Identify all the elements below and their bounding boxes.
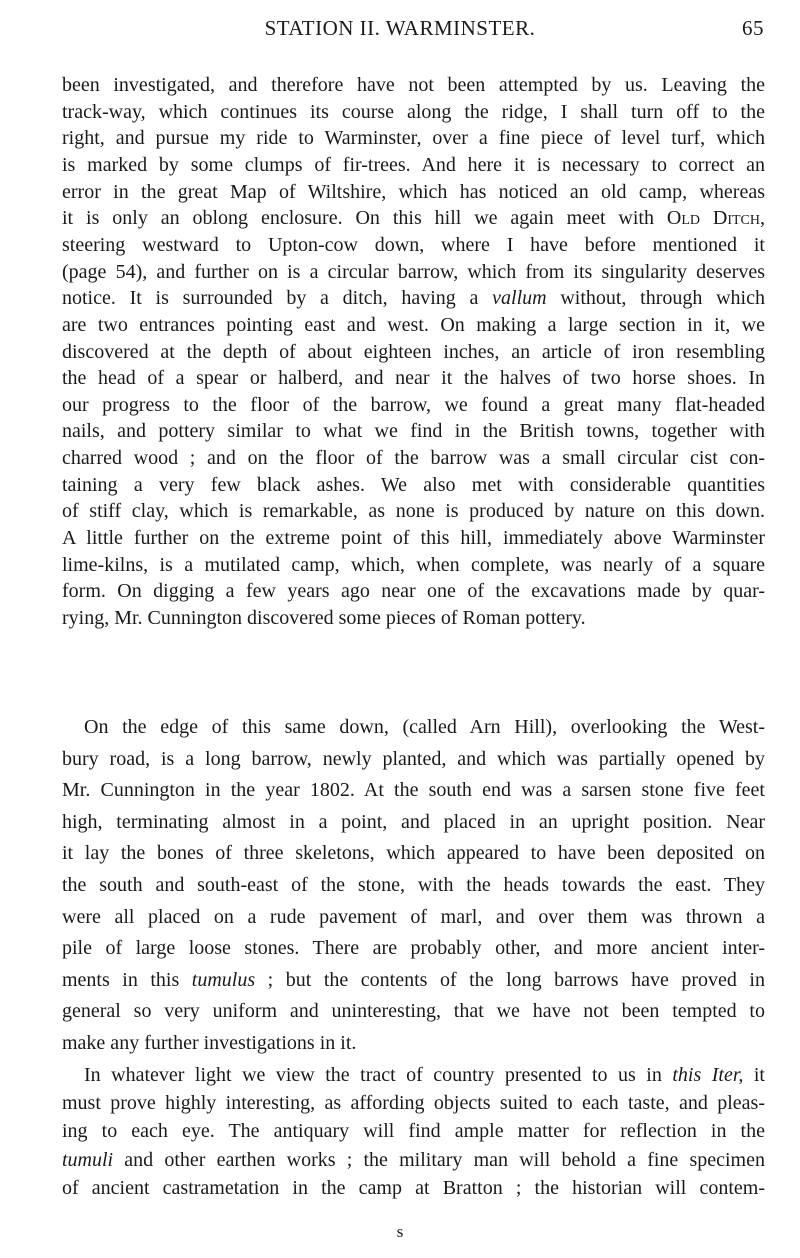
text-span: notice. It is surrounded by a ditch, having a [62,287,493,310]
italic-text: tumulus [191,968,256,991]
text-span: it [743,1064,765,1086]
text-span: , [760,207,766,230]
text-line: must prove highly interesting, as affording objects suited to each taste, and pleas- [62,1092,765,1115]
text-line: form. On digging a few years ago near one of the excavations made by quar- [62,580,765,603]
text-span: it is only an oblong enclosure. On this hill we again meet with [62,207,667,230]
text-span: ; but the contents of the long barrows have proved in [255,968,765,991]
text-line: the south and south-east of the stone, with the heads towards the east. They [62,874,765,896]
text-line: lime-kilns, is a mutilated camp, which, when complete, was nearly of a square [62,553,765,576]
italic-text: vallum [492,287,547,310]
text-line: are two entrances pointing east and west. On making a large section in it, we [62,313,765,336]
text-line: (page 54), and further on is a circular barrow, which from its singularity deserves [62,260,765,283]
text-line: make any further investigations in it. [62,1032,357,1054]
text-line: A little further on the extreme point of this hill, immediately above Warminster [62,527,765,550]
text-line: charred wood ; and on the floor of the barrow was a small circular cist con- [62,447,765,470]
text-line: discovered at the depth of about eighteen inches, an article of iron resembling [62,340,765,363]
italic-text: this Iter, [672,1064,744,1086]
text-line: of ancient castrametation in the camp at Bratton ; the historian will contem- [62,1176,765,1199]
text-line: been investigated, and therefore have not been attempted by us. Leaving the [62,74,765,96]
text-line: rying, Mr. Cunnington discovered some pieces of Roman pottery. [62,607,586,629]
text-line: error in the great Map of Wiltshire, which has noticed an old camp, whereas [62,180,765,203]
text-line: the head of a spear or halberd, and near it the halves of two horse shoes. In [62,367,765,390]
text-line: of stiff clay, which is remarkable, as none is produced by nature on this down. [62,500,765,523]
text-line: general so very uniform and uninteresting, that we have not been tempted to [62,1000,765,1023]
text-line: were all placed on a rude pavement of marl, and over them was thrown a [62,905,765,928]
text-line [62,1148,765,1172]
text-line: ing to each eye. The antiquary will find ample matter for reflection in the [62,1120,765,1143]
text-line: Mr. Cunnington in the year 1802. At the south end was a sarsen stone five feet [62,779,765,802]
text-line: right, and pursue my ride to Warminster, over a fine piece of level turf, which [62,127,765,150]
text-span: ments in this [62,968,192,991]
text-span: In whatever light we view the tract of country presented to us in [84,1064,673,1086]
text-span: and other earthen works ; the military man will behold a fine specimen [113,1148,765,1171]
text-line: nails, and pottery similar to what we find in the British towns, together with [62,420,765,443]
text-line: bury road, is a long barrow, newly planted, and which was partially opened by [62,747,765,770]
text-line [62,286,765,310]
text-line: On the edge of this same down, (called Arn Hill), overlooking the West- [84,716,765,738]
running-head: STATION II. WARMINSTER. [264,16,536,40]
text-line: pile of large loose stones. There are probably other, and more ancient inter- [62,937,765,960]
text-line: high, terminating almost in a point, and placed in an upright position. Near [62,810,765,833]
text-line [62,968,765,992]
text-line: it lay the bones of three skeletons, which appeared to have been deposited on [62,842,765,865]
text-line: our progress to the floor of the barrow, we found a great many flat-headed [62,393,765,416]
text-line: track-way, which continues its course along the ridge, I shall turn off to the [62,100,765,123]
text-line: steering westward to Upton-cow down, where I have before mentioned it [62,233,765,256]
text-line [62,206,765,230]
text-line [84,1063,765,1087]
text-span: without, through which [546,287,765,310]
text-line: taining a very few black ashes. We also met with considerable quantities [62,473,765,496]
small-caps-text: Old Ditch [666,207,761,230]
text-line: is marked by some clumps of fir-trees. And here it is necessary to correct an [62,153,765,176]
italic-text: tumuli [62,1148,114,1171]
page-number: 65 [742,16,764,40]
signature-mark: s [396,1222,404,1241]
